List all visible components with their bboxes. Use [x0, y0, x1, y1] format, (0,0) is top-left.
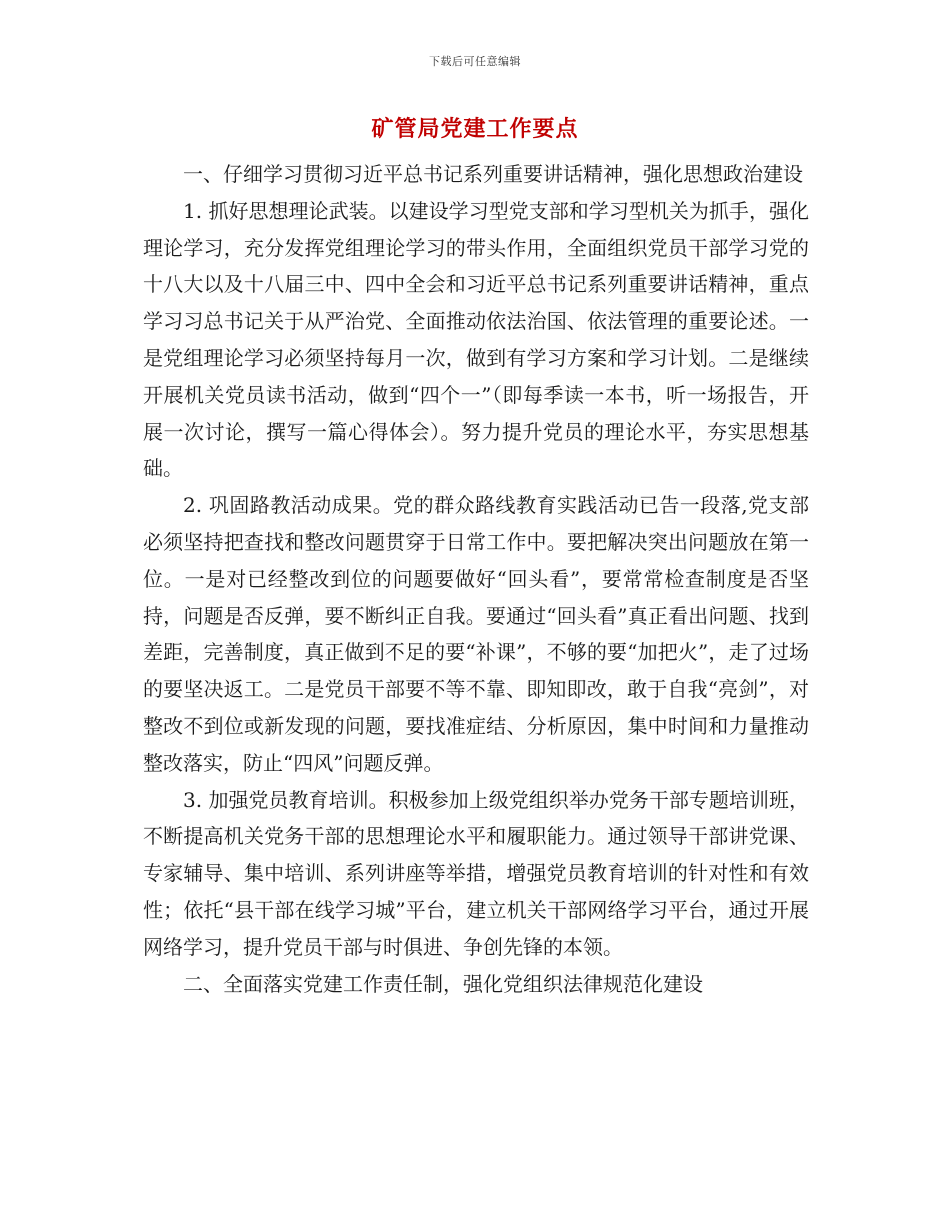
paragraph-3: 3. 加强党员教育培训。积极参加上级党组织举办党务干部专题培训班，不断提高机关党务干部的思想理论水平和履职能力。通过领导干部讲党课、专家辅导、集中培训、系列讲座等举措，增强党员教育培训的针对性和有效性；依托“县干部在线学习城”平台，建立机关干部网络学习平台，通过开展网络学习，提升党员干部与时俱进、争创先锋的本领。: [143, 787, 809, 959]
section-heading-1: 一、仔细学习贯彻习近平总书记系列重要讲话精神，强化思想政治建设: [183, 162, 803, 186]
section-heading-2: 二、全面落实党建工作责任制，强化党组织法律规范化建设: [183, 971, 703, 996]
document-body: [143, 156, 809, 1002]
document-title: 矿管局党建工作要点: [371, 116, 579, 142]
paragraph-2: 2. 巩固路教活动成果。党的群众路线教育实践活动已告一段落,党支部必须坚持把查找和整改问题贯穿于日常工作中。要把解决突出问题放在第一位。一是对已经整改到位的问题要做好“回头看”，要常常检查制度是否坚持，问题是否反弹，要不断纠正自我。要通过“回头看”真正看出问题、找到差距，完善制度，真正做到不足的要“补课”，不够的要“加把火”，走了过场的要坚决返工。二是党员干部要不等不靠、即知即改，敢于自我“亮剑”，对整改不到位或新发现的问题，要找准症结、分析原因，集中时间和力量推动整改落实，防止“四风”问题反弹。: [143, 493, 809, 775]
header-note: 下载后可任意编辑: [429, 55, 521, 68]
paragraph-1: 1. 抓好思想理论武装。以建设学习型党支部和学习型机关为抓手，强化理论学习，充分发挥党组理论学习的带头作用，全面组织党员干部学习党的十八大以及十八届三中、四中全会和习近平总书记系列重要讲话精神，重点学习习总书记关于从严治党、全面推动依法治国、依法管理的重要论述。一是党组理论学习必须坚持每月一次，做到有学习方案和学习计划。二是继续开展机关党员读书活动，做到“四个一”（即每季读一本书，听一场报告，开展一次讨论，撰写一篇心得体会）。努力提升党员的理论水平，夯实思想基础。: [143, 198, 809, 481]
